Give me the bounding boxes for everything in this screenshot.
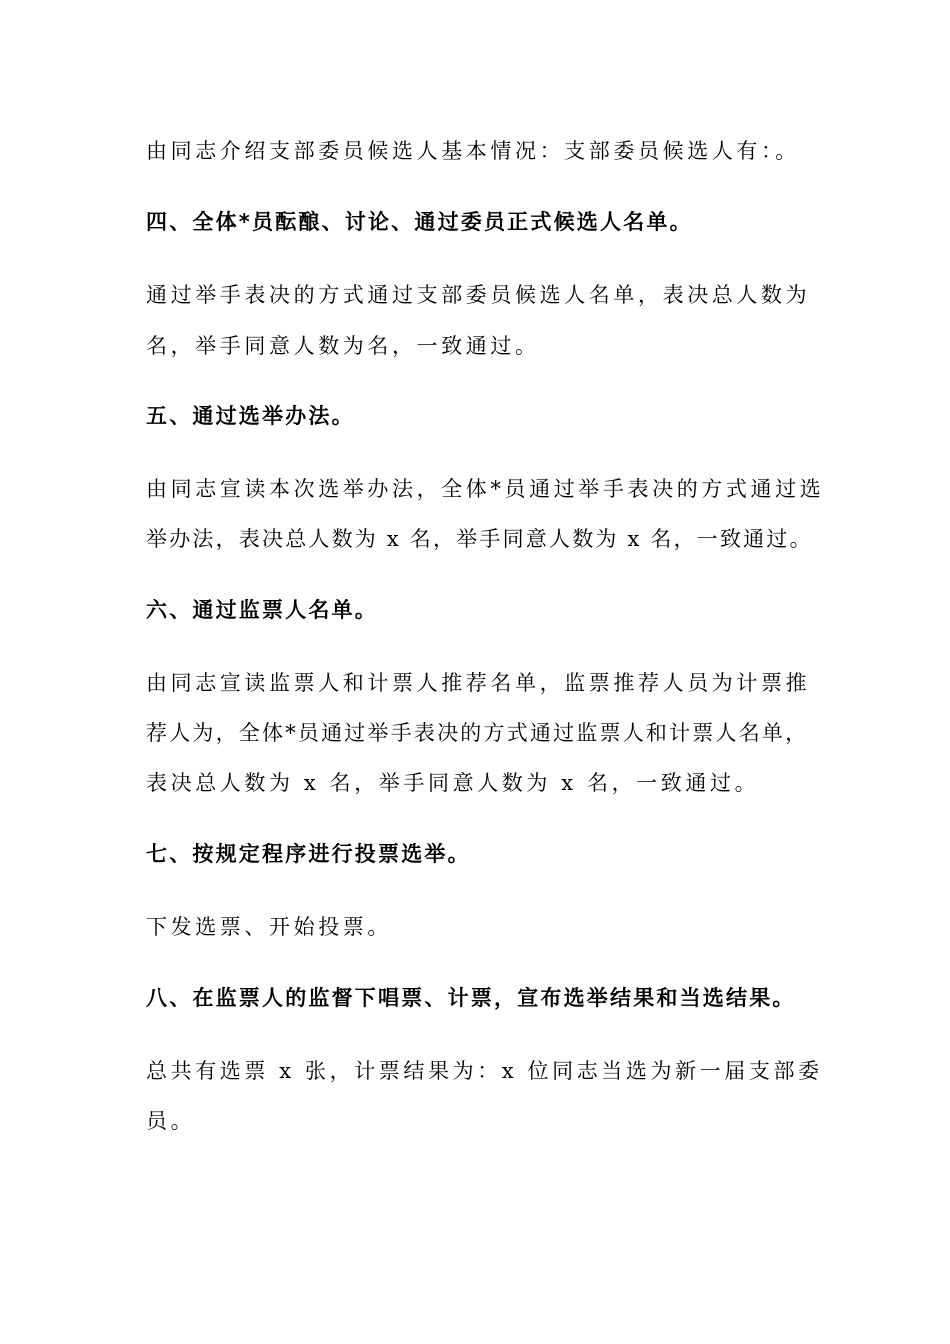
section-heading-8: 八、在监票人的监督下唱票、计票，宣布选举结果和当选结果。 bbox=[146, 986, 796, 1010]
section-heading-5: 五、通过选举办法。 bbox=[146, 404, 355, 428]
section-heading-6: 六、通过监票人名单。 bbox=[146, 598, 378, 622]
paragraph-8-line-1: 总共有选票 x 张，计票结果为：x 位同志当选为新一届支部委 bbox=[146, 1059, 823, 1083]
paragraph-6-line-1: 由同志宣读监票人和计票人推荐名单，监票推荐人员为计票推 bbox=[146, 671, 811, 695]
section-heading-4: 四、全体*员酝酿、讨论、通过委员正式候选人名单。 bbox=[146, 210, 693, 234]
paragraph-4-line-2: 名，举手同意人数为名，一致通过。 bbox=[146, 334, 540, 358]
paragraph-7-line-1: 下发选票、开始投票。 bbox=[146, 915, 392, 939]
paragraph-5-line-1: 由同志宣读本次选举办法，全体*员通过举手表决的方式通过选 bbox=[146, 477, 825, 501]
paragraph-6-line-2: 荐人为，全体*员通过举手表决的方式通过监票人和计票人名单， bbox=[146, 721, 809, 745]
paragraph-8-line-2: 员。 bbox=[146, 1109, 196, 1133]
paragraph-5-line-2: 举办法，表决总人数为 x 名，举手同意人数为 x 名，一致通过。 bbox=[146, 527, 813, 551]
paragraph-6-line-3: 表决总人数为 x 名，举手同意人数为 x 名，一致通过。 bbox=[146, 771, 760, 795]
paragraph-candidates-intro: 由同志介绍支部委员候选人基本情况：支部委员候选人有：。 bbox=[146, 139, 800, 163]
paragraph-4-line-1: 通过举手表决的方式通过支部委员候选人名单，表决总人数为 bbox=[146, 283, 811, 307]
section-heading-7: 七、按规定程序进行投票选举。 bbox=[146, 842, 471, 866]
